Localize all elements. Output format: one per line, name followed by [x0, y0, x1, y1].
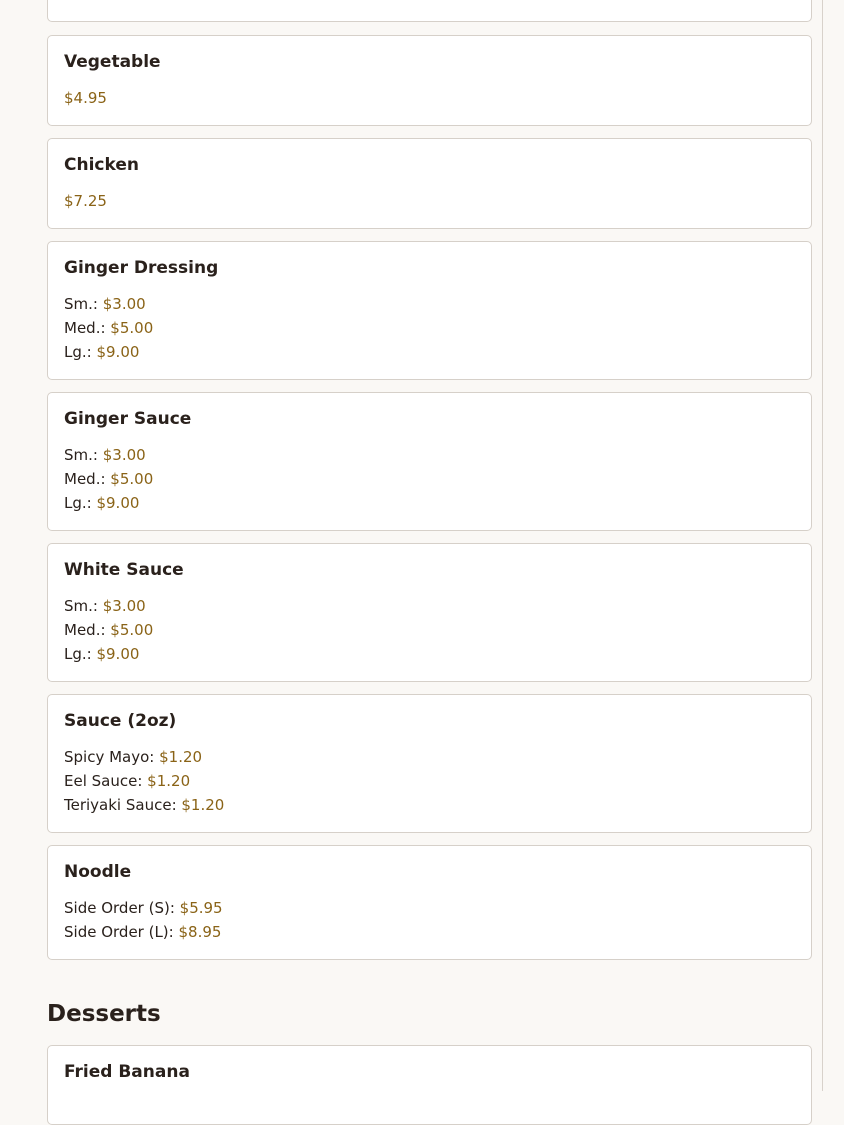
menu-item-card: [47, 138, 812, 229]
price-row: [64, 340, 153, 364]
size-label: Sm.:: [64, 597, 103, 615]
price-row: [64, 594, 153, 618]
price-row: [64, 642, 153, 666]
price-row: [64, 189, 107, 213]
price-value: $9.00: [96, 494, 140, 512]
size-label: Med.:: [64, 621, 111, 639]
price-value: $5.00: [110, 319, 154, 337]
size-label: Side Order (L):: [64, 923, 179, 941]
price-list: [64, 189, 107, 213]
price-value: $1.20: [181, 796, 225, 814]
price-list: [64, 86, 107, 110]
price-value: $1.20: [147, 772, 191, 790]
desserts-section-heading: Desserts: [47, 1001, 161, 1027]
price-row: [64, 793, 224, 817]
price-value: $4.95: [64, 89, 107, 107]
size-label: Lg.:: [64, 343, 97, 361]
price-list: [64, 594, 153, 666]
menu-item-card: [47, 35, 812, 126]
price-value: $7.25: [64, 192, 107, 210]
menu-item-card-partial: [47, 0, 812, 22]
menu-item-name: Noodle: [64, 862, 132, 882]
menu-item-name: White Sauce: [64, 560, 184, 580]
price-value: $9.00: [96, 645, 140, 663]
price-row: [64, 896, 223, 920]
price-value: $3.00: [102, 597, 146, 615]
size-label: Sm.:: [64, 295, 103, 313]
size-label: Teriyaki Sauce:: [64, 796, 182, 814]
size-label: Med.:: [64, 470, 111, 488]
price-value: $8.95: [178, 923, 222, 941]
price-row: [64, 745, 224, 769]
price-row: [64, 769, 224, 793]
menu-item-name: Sauce (2oz): [64, 711, 177, 731]
menu-item-name: Chicken: [64, 155, 139, 175]
price-row: [64, 292, 153, 316]
menu-item-name: Fried Banana: [64, 1062, 190, 1082]
price-list: [64, 292, 153, 364]
menu-item-name: Vegetable: [64, 52, 161, 72]
price-value: $3.00: [102, 295, 146, 313]
price-list: [64, 443, 153, 515]
price-list: [64, 896, 223, 944]
price-row: [64, 86, 107, 110]
price-row: [64, 920, 223, 944]
size-label: Spicy Mayo:: [64, 748, 160, 766]
menu-item-name: Ginger Dressing: [64, 258, 219, 278]
menu-item-card: [47, 1045, 812, 1125]
size-label: Eel Sauce:: [64, 772, 148, 790]
menu-item-card: [47, 694, 812, 833]
price-value: $3.00: [102, 446, 146, 464]
size-label: Lg.:: [64, 494, 97, 512]
size-label: Side Order (S):: [64, 899, 180, 917]
price-row: [64, 467, 153, 491]
price-value: $5.00: [110, 621, 154, 639]
price-value: $5.00: [110, 470, 154, 488]
menu-item-card: [47, 241, 812, 380]
price-row: [64, 618, 153, 642]
menu-item-name: Ginger Sauce: [64, 409, 192, 429]
price-list: [64, 745, 224, 817]
price-value: $9.00: [96, 343, 140, 361]
menu-item-card: [47, 392, 812, 531]
price-row: [64, 316, 153, 340]
menu-item-card: [47, 845, 812, 960]
size-label: Lg.:: [64, 645, 97, 663]
price-value: $5.95: [179, 899, 223, 917]
size-label: Med.:: [64, 319, 111, 337]
price-value: $1.20: [159, 748, 203, 766]
price-row: [64, 443, 153, 467]
price-row: [64, 491, 153, 515]
size-label: Sm.:: [64, 446, 103, 464]
menu-item-card: [47, 543, 812, 682]
